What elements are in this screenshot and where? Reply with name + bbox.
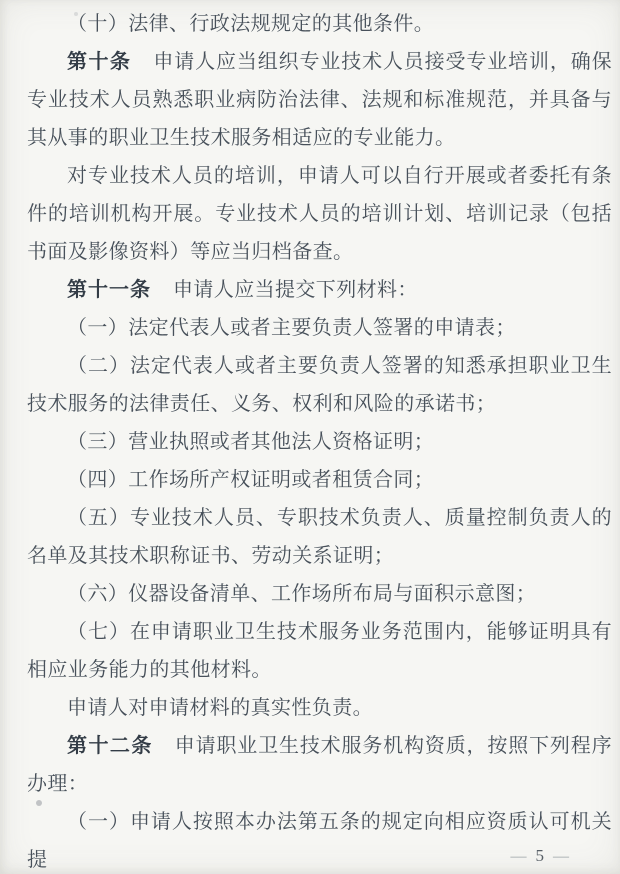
paragraph: [27, 309, 612, 347]
footer-dash-right: —: [553, 848, 569, 865]
paragraph: [27, 689, 612, 727]
paragraph: [27, 43, 612, 157]
page-footer: [502, 844, 579, 868]
paragraph: [27, 727, 612, 803]
page-number: 5: [535, 846, 544, 865]
paragraph-text: （三）营业执照或者其他法人资格证明；: [67, 431, 435, 453]
paragraph-text: （二）法定代表人或者主要负责人签署的知悉承担职业卫生技术服务的法律责任、义务、权利和风险的承诺书；: [27, 355, 612, 415]
paragraph-text: （一）申请人按照本办法第五条的规定向相应资质认可机关提: [27, 811, 612, 871]
article-heading: 第十一条: [67, 279, 151, 301]
paragraph: [27, 423, 612, 461]
paragraph-text: （四）工作场所产权证明或者租赁合同；: [67, 469, 435, 491]
paragraph-text: （七）在申请职业卫生技术服务业务范围内，能够证明具有相应业务能力的其他材料。: [27, 621, 612, 681]
paragraph-text: （一）法定代表人或者主要负责人签署的申请表；: [67, 317, 516, 339]
paragraph-text: （十）法律、行政法规规定的其他条件。: [67, 13, 435, 35]
paragraph: [27, 271, 612, 309]
paragraph: [27, 157, 612, 271]
paragraph: [27, 347, 612, 423]
paragraph: [27, 575, 612, 613]
paragraph: [27, 613, 612, 689]
article-heading: 第十二条: [67, 735, 153, 757]
article-heading: 第十条: [67, 51, 132, 73]
paragraph-text: 申请人应当提交下列材料：: [173, 279, 418, 301]
footer-dash-left: —: [510, 848, 527, 865]
scan-speck: [74, 12, 78, 16]
paragraph-text: 对专业技术人员的培训，申请人可以自行开展或者委托有条件的培训机构开展。专业技术人员的培训计划、培训记录（包括书面及影像资料）等应当归档备查。: [27, 165, 612, 263]
scan-speck: [36, 800, 42, 806]
paragraph-text: 申请人应当组织专业技术人员接受专业培训，确保专业技术人员熟悉职业病防治法律、法规和标准规范，并具备与其从事的职业卫生技术服务相适应的专业能力。: [27, 51, 612, 149]
paragraph-text: （六）仪器设备清单、工作场所布局与面积示意图；: [67, 583, 537, 605]
paragraph-text: （五）专业技术人员、专职技术负责人、质量控制负责人的名单及其技术职称证书、劳动关系证明；: [27, 507, 612, 567]
paragraph: [27, 499, 612, 575]
document-body: [27, 5, 612, 874]
paragraph: [27, 461, 612, 499]
paragraph: [27, 5, 612, 43]
paragraph-text: 申请人对申请材料的真实性负责。: [67, 697, 373, 719]
paragraph-text: 申请职业卫生技术服务机构资质，按照下列程序办理：: [27, 735, 612, 795]
